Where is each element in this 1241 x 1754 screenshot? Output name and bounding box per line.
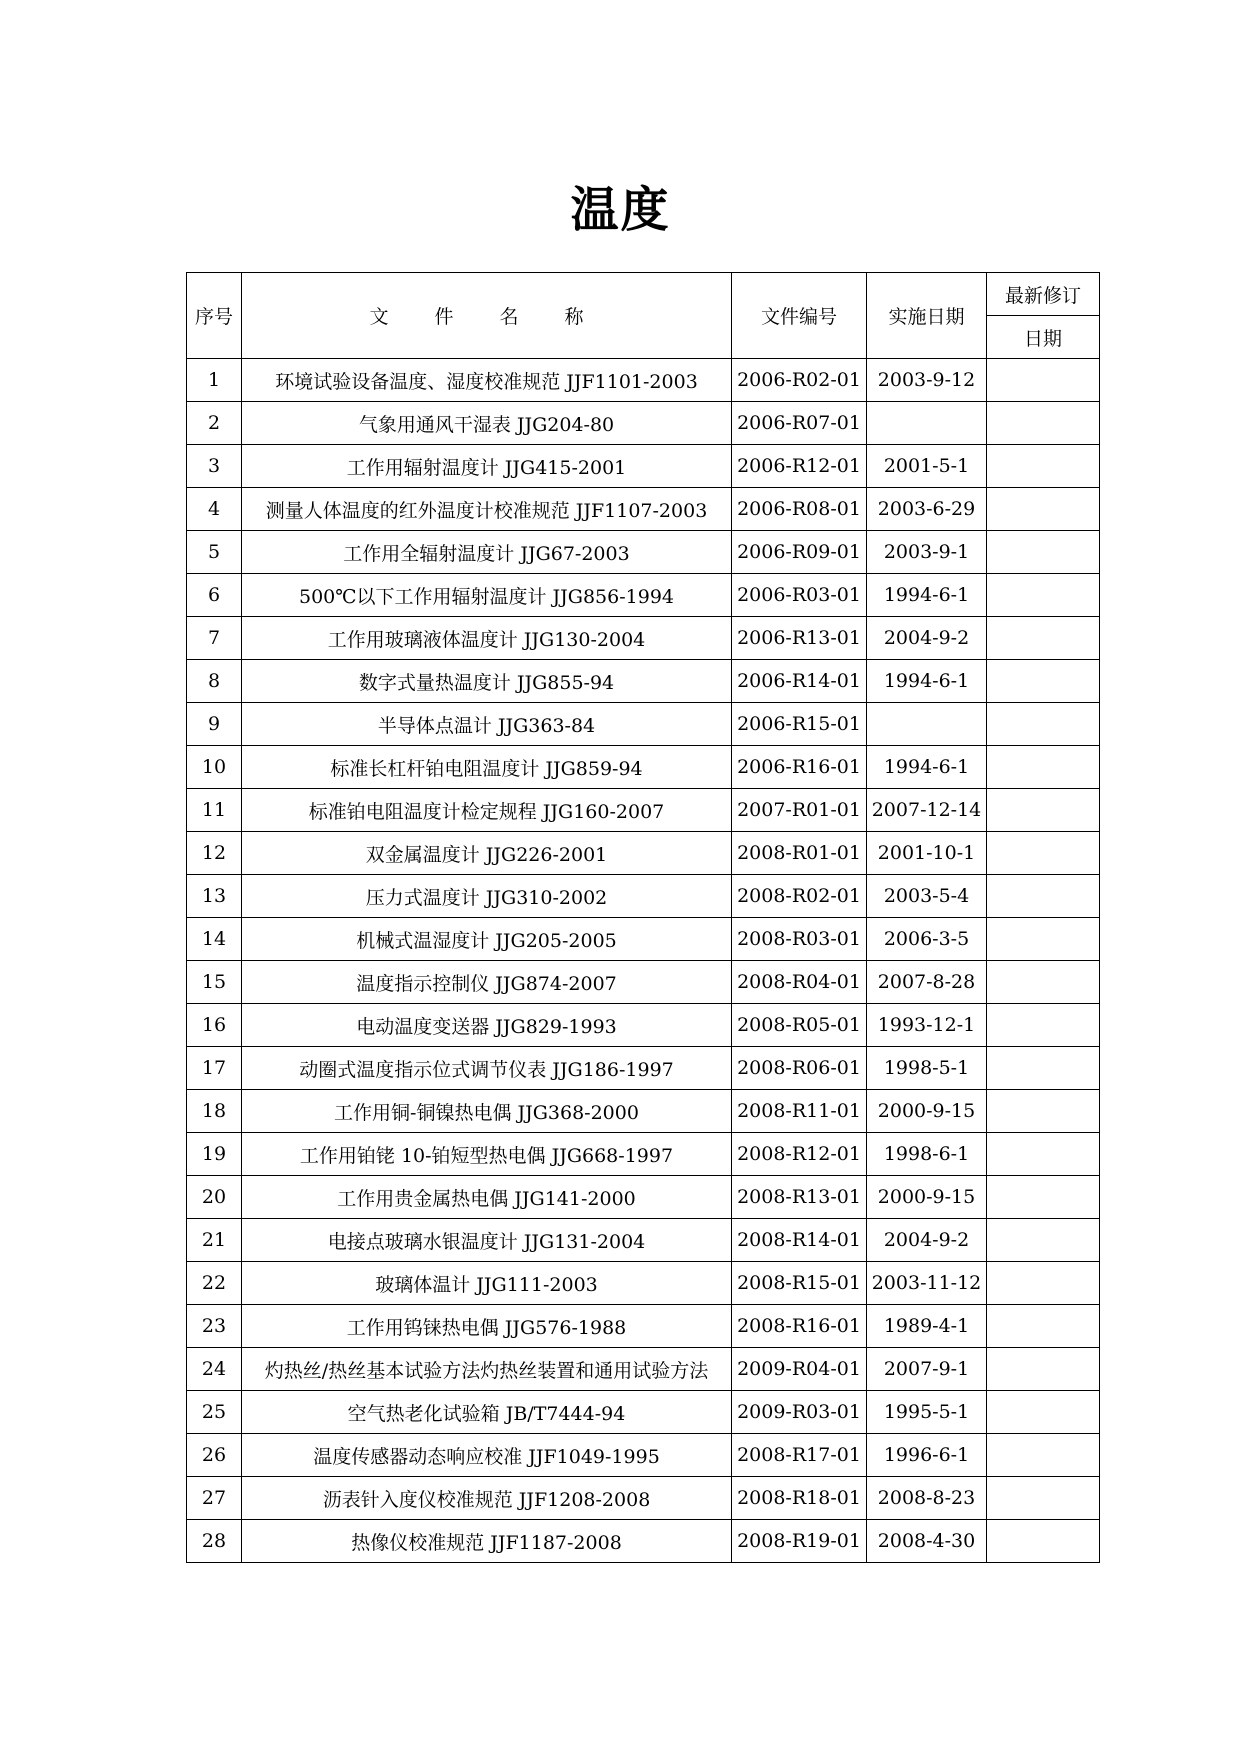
table-row [187,789,1100,832]
page-title: 温度 [570,182,671,238]
row-revision-date [987,1391,1100,1434]
row-name: 标准长杠杆铂电阻温度计 JJG859-94 [242,746,732,789]
table-row [187,832,1100,875]
row-code: 2008-R16-01 [732,1305,867,1348]
row-seq: 16 [187,1004,242,1047]
row-code: 2006-R12-01 [732,445,867,488]
table-row [187,1348,1100,1391]
row-name: 测量人体温度的红外温度计校准规范 JJF1107-2003 [242,488,732,531]
row-seq: 13 [187,875,242,918]
row-name: 电动温度变送器 JJG829-1993 [242,1004,732,1047]
header-code: 文件编号 [732,273,867,359]
table-row [187,918,1100,961]
row-code: 2008-R03-01 [732,918,867,961]
row-code: 2006-R08-01 [732,488,867,531]
header-latest-revision: 最新修订 [987,273,1100,316]
row-revision-date [987,1047,1100,1090]
row-date: 2007-9-1 [867,1348,987,1391]
row-seq: 14 [187,918,242,961]
row-revision-date [987,488,1100,531]
row-date: 1996-6-1 [867,1434,987,1477]
row-seq: 15 [187,961,242,1004]
row-name: 空气热老化试验箱 JB/T7444-94 [242,1391,732,1434]
row-revision-date [987,703,1100,746]
row-seq: 20 [187,1176,242,1219]
table-row [187,1391,1100,1434]
row-revision-date [987,402,1100,445]
row-code: 2008-R12-01 [732,1133,867,1176]
row-seq: 17 [187,1047,242,1090]
row-date: 2000-9-15 [867,1090,987,1133]
header-date: 实施日期 [867,273,987,359]
row-name: 工作用全辐射温度计 JJG67-2003 [242,531,732,574]
row-revision-date [987,1477,1100,1520]
row-seq: 22 [187,1262,242,1305]
row-seq: 1 [187,359,242,402]
row-revision-date [987,1176,1100,1219]
row-revision-date [987,660,1100,703]
row-date: 1998-5-1 [867,1047,987,1090]
row-code: 2008-R05-01 [732,1004,867,1047]
table-row [187,746,1100,789]
row-name: 工作用铜-铜镍热电偶 JJG368-2000 [242,1090,732,1133]
table-row [187,574,1100,617]
table-header [187,273,1100,359]
row-date: 1994-6-1 [867,746,987,789]
row-seq: 9 [187,703,242,746]
row-revision-date [987,445,1100,488]
row-name: 温度指示控制仪 JJG874-2007 [242,961,732,1004]
row-date: 2007-8-28 [867,961,987,1004]
row-seq: 4 [187,488,242,531]
row-code: 2008-R18-01 [732,1477,867,1520]
row-date: 1989-4-1 [867,1305,987,1348]
row-code: 2008-R13-01 [732,1176,867,1219]
row-seq: 18 [187,1090,242,1133]
row-name: 工作用钨铼热电偶 JJG576-1988 [242,1305,732,1348]
row-revision-date [987,1520,1100,1563]
row-date [867,703,987,746]
table-row [187,445,1100,488]
row-code: 2006-R09-01 [732,531,867,574]
row-name: 灼热丝/热丝基本试验方法灼热丝装置和通用试验方法 [242,1348,732,1391]
row-name: 沥表针入度仪校准规范 JJF1208-2008 [242,1477,732,1520]
row-date: 2003-9-12 [867,359,987,402]
row-date: 2007-12-14 [867,789,987,832]
table-row [187,488,1100,531]
row-revision-date [987,1305,1100,1348]
header-name: 文 件 名 称 [242,273,732,359]
row-seq: 6 [187,574,242,617]
row-date: 2001-5-1 [867,445,987,488]
row-date: 2003-6-29 [867,488,987,531]
table-row [187,660,1100,703]
row-revision-date [987,875,1100,918]
row-code: 2006-R14-01 [732,660,867,703]
row-code: 2006-R02-01 [732,359,867,402]
row-date: 2003-9-1 [867,531,987,574]
row-date: 2008-8-23 [867,1477,987,1520]
row-name: 气象用通风干湿表 JJG204-80 [242,402,732,445]
table-row [187,1176,1100,1219]
table-row [187,1219,1100,1262]
row-code: 2009-R04-01 [732,1348,867,1391]
row-date: 1994-6-1 [867,660,987,703]
row-code: 2007-R01-01 [732,789,867,832]
row-date: 2000-9-15 [867,1176,987,1219]
row-name: 工作用铂铑 10-铂短型热电偶 JJG668-1997 [242,1133,732,1176]
row-name: 压力式温度计 JJG310-2002 [242,875,732,918]
table-row [187,1305,1100,1348]
row-revision-date [987,1133,1100,1176]
row-seq: 5 [187,531,242,574]
row-name: 热像仪校准规范 JJF1187-2008 [242,1520,732,1563]
table-body [187,359,1100,1563]
table-row [187,961,1100,1004]
table-row [187,1004,1100,1047]
row-code: 2008-R17-01 [732,1434,867,1477]
row-code: 2006-R16-01 [732,746,867,789]
row-code: 2008-R04-01 [732,961,867,1004]
row-name: 温度传感器动态响应校准 JJF1049-1995 [242,1434,732,1477]
table-row [187,1520,1100,1563]
row-seq: 21 [187,1219,242,1262]
row-name: 环境试验设备温度、湿度校准规范 JJF1101-2003 [242,359,732,402]
row-seq: 26 [187,1434,242,1477]
header-latest-revision-date: 日期 [987,316,1100,359]
row-code: 2008-R19-01 [732,1520,867,1563]
row-code: 2006-R07-01 [732,402,867,445]
row-seq: 7 [187,617,242,660]
row-date: 1998-6-1 [867,1133,987,1176]
table-row [187,1133,1100,1176]
row-name: 双金属温度计 JJG226-2001 [242,832,732,875]
row-revision-date [987,746,1100,789]
row-name: 工作用贵金属热电偶 JJG141-2000 [242,1176,732,1219]
row-code: 2008-R01-01 [732,832,867,875]
row-revision-date [987,531,1100,574]
row-seq: 24 [187,1348,242,1391]
row-revision-date [987,918,1100,961]
row-revision-date [987,961,1100,1004]
row-seq: 27 [187,1477,242,1520]
row-revision-date [987,359,1100,402]
row-revision-date [987,1434,1100,1477]
row-seq: 3 [187,445,242,488]
row-seq: 25 [187,1391,242,1434]
row-date: 2003-11-12 [867,1262,987,1305]
row-name: 机械式温湿度计 JJG205-2005 [242,918,732,961]
row-revision-date [987,832,1100,875]
row-date: 1995-5-1 [867,1391,987,1434]
row-code: 2008-R11-01 [732,1090,867,1133]
row-date: 1994-6-1 [867,574,987,617]
row-seq: 23 [187,1305,242,1348]
row-seq: 28 [187,1520,242,1563]
row-name: 玻璃体温计 JJG111-2003 [242,1262,732,1305]
table-row [187,1047,1100,1090]
row-name: 工作用玻璃液体温度计 JJG130-2004 [242,617,732,660]
row-revision-date [987,1262,1100,1305]
row-name: 动圈式温度指示位式调节仪表 JJG186-1997 [242,1047,732,1090]
table-row [187,402,1100,445]
row-name: 电接点玻璃水银温度计 JJG131-2004 [242,1219,732,1262]
row-code: 2008-R14-01 [732,1219,867,1262]
table-row [187,1090,1100,1133]
table-row [187,875,1100,918]
row-revision-date [987,1219,1100,1262]
row-revision-date [987,1004,1100,1047]
row-seq: 12 [187,832,242,875]
row-name: 500℃以下工作用辐射温度计 JJG856-1994 [242,574,732,617]
row-code: 2008-R02-01 [732,875,867,918]
row-seq: 2 [187,402,242,445]
row-date: 2004-9-2 [867,1219,987,1262]
table-row [187,531,1100,574]
row-seq: 11 [187,789,242,832]
row-code: 2008-R15-01 [732,1262,867,1305]
table-row [187,703,1100,746]
row-code: 2006-R03-01 [732,574,867,617]
row-date [867,402,987,445]
row-revision-date [987,1090,1100,1133]
row-revision-date [987,1348,1100,1391]
row-date: 2004-9-2 [867,617,987,660]
table-row [187,1262,1100,1305]
row-code: 2008-R06-01 [732,1047,867,1090]
table-row [187,617,1100,660]
row-code: 2009-R03-01 [732,1391,867,1434]
row-revision-date [987,789,1100,832]
row-seq: 8 [187,660,242,703]
row-revision-date [987,617,1100,660]
row-name: 半导体点温计 JJG363-84 [242,703,732,746]
header-seq: 序号 [187,273,242,359]
row-revision-date [987,574,1100,617]
row-date: 2008-4-30 [867,1520,987,1563]
table-row [187,1434,1100,1477]
row-date: 2006-3-5 [867,918,987,961]
table-row [187,359,1100,402]
row-seq: 10 [187,746,242,789]
row-date: 1993-12-1 [867,1004,987,1047]
row-name: 标准铂电阻温度计检定规程 JJG160-2007 [242,789,732,832]
row-date: 2001-10-1 [867,832,987,875]
table-row [187,1477,1100,1520]
document-table [186,272,1100,1563]
row-name: 数字式量热温度计 JJG855-94 [242,660,732,703]
row-seq: 19 [187,1133,242,1176]
row-name: 工作用辐射温度计 JJG415-2001 [242,445,732,488]
row-date: 2003-5-4 [867,875,987,918]
row-code: 2006-R13-01 [732,617,867,660]
row-code: 2006-R15-01 [732,703,867,746]
